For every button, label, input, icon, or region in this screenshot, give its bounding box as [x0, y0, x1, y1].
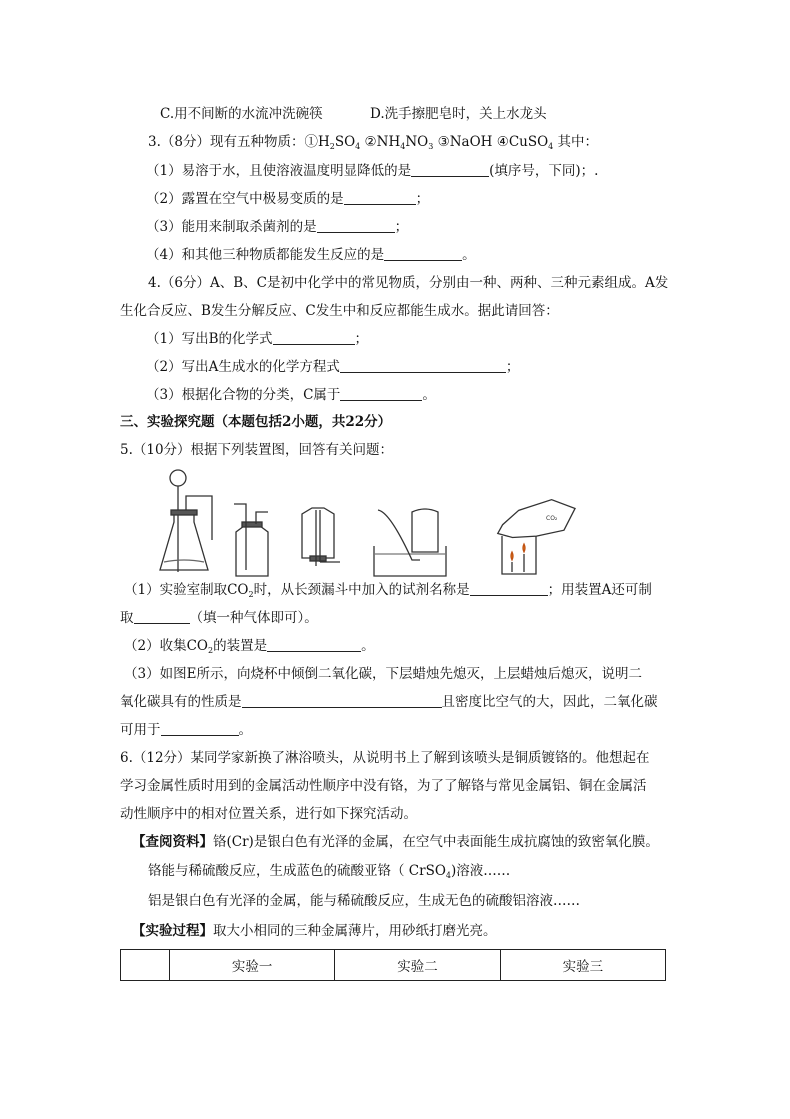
q3-stem: 3.（8分）现有五种物质：$①H_2SO_4$ $②NH_4NO_3$ ③NaOH ④CuSO$_4$ 其中：: [148, 134, 599, 151]
q6-info-line1: 【查阅资料】铬(Cr)是银白色有光泽的金属，在空气中表面能生成抗腐蚀的致密氧化膜。: [132, 834, 659, 850]
answer-blank[interactable]: [411, 162, 489, 177]
q4-stem-line1: 4.（6分）A、B、C是初中化学中的常见物质，分别由一种、两种、三种元素组成。A发: [148, 275, 669, 291]
answer-blank[interactable]: [470, 581, 548, 596]
table-header-cell: 实验一: [170, 950, 335, 981]
q6-stem-line1: 6.（12分）某同学家新换了淋浴喷头，从说明书上了解到该喷头是铜质镀铬的。他想起在: [120, 750, 650, 766]
q5-subquestion-3: （3）如图E所示，向烧杯中倾倒二氧化碳，下层蜡烛先熄灭，上层蜡烛后熄灭，说明二: [124, 666, 642, 682]
answer-blank[interactable]: [273, 330, 355, 345]
answer-blank[interactable]: [242, 693, 442, 708]
table-header-cell: 实验三: [500, 950, 665, 981]
apparatus-c-bottle: [302, 508, 340, 566]
q4-subquestion-2: （2）写出A生成水的化学方程式 ；: [146, 359, 520, 375]
q5-subquestion-1: （1）实验室制取$CO_2$时，从长颈漏斗中加入的试剂名称是 ；用装置A还可制: [124, 582, 652, 599]
table-header-cell: 实验二: [335, 950, 500, 981]
q5-subquestion-1-cont: 取 （填一种气体即可）。: [120, 610, 318, 626]
q2-option-c: C.用不间断的水流冲洗碗筷: [160, 106, 323, 122]
section-title: 三、实验探究题（本题包括2小题，共22分）: [120, 414, 392, 430]
q3-subquestion-4: （4）和其他三种物质都能发生反应的是 。: [146, 247, 476, 263]
apparatus-figure: [150, 462, 590, 582]
answer-blank[interactable]: [384, 246, 462, 261]
q6-stem-line2: 学习金属性质时用到的金属活动性顺序中没有铬，为了了解铬与常见金属铝、铜在金属活: [120, 778, 647, 794]
answer-blank[interactable]: [267, 637, 361, 652]
experiment-table: [120, 949, 666, 981]
q3-subquestion-1: （1）易溶于水，且使溶液温度明显降低的是 (填序号，下同)；.: [146, 163, 599, 179]
apparatus-e-beaker: [494, 497, 578, 574]
q5-subquestion-3-cont: 氧化碳具有的性质是 且密度比空气的大，因此，二氧化碳: [120, 694, 658, 710]
q6-process-line: 【实验过程】取大小相同的三种金属薄片，用砂纸打磨光亮。: [132, 923, 497, 939]
answer-blank[interactable]: [134, 609, 190, 624]
answer-blank[interactable]: [161, 721, 239, 736]
q5-stem: 5.（10分）根据下列装置图，回答有关问题：: [120, 442, 394, 458]
q5-subquestion-2: （2）收集$CO_2$的装置是 。: [124, 638, 375, 655]
co2-bottle-label: CO₂: [546, 515, 558, 522]
q4-stem-line2: 生化合反应、B发生分解反应、C发生中和反应都能生成水。据此请回答：: [120, 303, 559, 319]
apparatus-a-flask: [160, 470, 212, 572]
answer-blank[interactable]: [317, 218, 395, 233]
table-row: [121, 950, 666, 981]
answer-blank[interactable]: [340, 358, 506, 373]
q4-subquestion-1: （1）写出B的化学式 ；: [146, 331, 369, 347]
q6-stem-line3: 动性顺序中的相对位置关系，进行如下探究活动。: [120, 806, 417, 822]
table-header-cell: [121, 950, 170, 981]
q6-info-line2: 铬能与稀硫酸反应，生成蓝色的硫酸亚铬（ CrSO$_4$)溶液……: [148, 863, 511, 880]
q2-option-d: D.洗手擦肥皂时，关上水龙头: [370, 106, 547, 122]
q5-subquestion-3-cont2: 可用于 。: [120, 722, 252, 738]
q3-subquestion-3: （3）能用来制取杀菌剂的是 ；: [146, 219, 409, 235]
q3-subquestion-2: （2）露置在空气中极易变质的是 ；: [146, 191, 430, 207]
q6-info-line3: 铝是银白色有光泽的金属，能与稀硫酸反应，生成无色的硫酸铝溶液……: [148, 893, 580, 909]
answer-blank[interactable]: [340, 386, 422, 401]
apparatus-b-bottle: [234, 504, 268, 576]
apparatus-d-trough: [374, 509, 446, 576]
q4-subquestion-3: （3）根据化合物的分类，C属于 。: [146, 387, 436, 403]
answer-blank[interactable]: [344, 190, 416, 205]
